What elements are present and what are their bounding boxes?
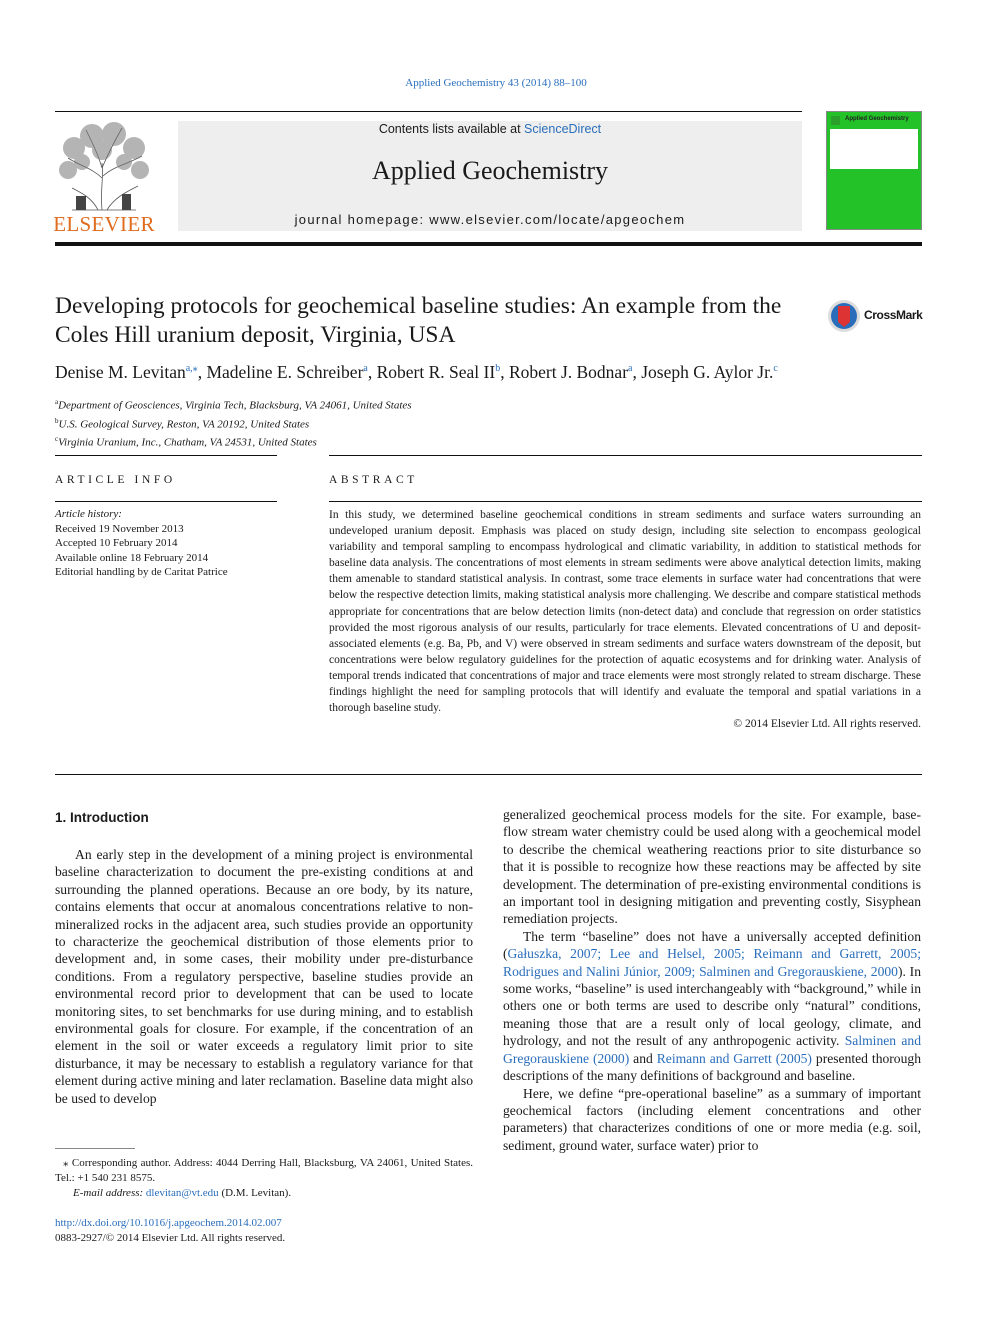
- abstract-heading: ABSTRACT: [329, 474, 418, 486]
- affiliation: $^a$Department of Geosciences, Virginia Tech, Blacksburg, VA 24061, United States: [55, 398, 412, 412]
- footnote-rule: [55, 1148, 135, 1149]
- abstract-divider: [329, 501, 922, 502]
- abstract-bottom-rule: [55, 774, 922, 775]
- contents-line: [178, 122, 802, 136]
- article-title: Developing protocols for geochemical baseline studies: An example from the Coles Hill uranium deposit, Virginia, USA: [55, 293, 782, 348]
- info-divider: [55, 501, 277, 502]
- journal-cover-image[interactable]: [826, 111, 922, 230]
- article-history: [55, 507, 277, 580]
- header-top-rule: [55, 111, 802, 112]
- issn-copyright: 0883-2927/© 2014 Elsevier Ltd. All rights reserved.: [55, 1232, 286, 1244]
- accepted-date: Accepted 10 February 2014: [55, 537, 178, 550]
- abstract-body: [329, 507, 921, 732]
- history-label: Article history:: [55, 508, 122, 520]
- intro-paragraph: An early step in the development of a mining project is environmental baseline characterization to document the pre-existing conditions at and surrounding the planned operations. Because an ore body, by its nature, contains elements that occur at anomalous concentrations relative to non-mineralized rocks in the adjacent area, such studies provide an opportunity to characterize the geochemical distribution of those elements prior to development and, in some cases, their mobility under pre-disturbance conditions. From a regulatory perspective, baseline studies provide an environmental record prior to development that can be used to locate monitoring sites, to set benchmarks for use during mining, and to establish environmental goals for closure. For example, if the concentration of an element in the soil or water exceeds a regulatory limit prior to site disturbance, it may be necessary to establish a regulatory variance for that element during active mining and later reclamation. Baseline data might also be used to develop: [55, 847, 473, 1106]
- header-bottom-rule: [55, 242, 922, 246]
- email-link[interactable]: dlevitan@vt.edu: [145, 1187, 219, 1199]
- author-name[interactable]: Madeline E. Schreiber: [206, 362, 364, 382]
- section-heading-introduction: 1. Introduction: [55, 810, 149, 825]
- author-affiliation-mark[interactable]: a: [628, 363, 633, 375]
- author-list: Denise M. Levitan$^{a,⁎}$, Madeline E. Schreiber$^a$, Robert R. Seal $II^b$, Robert J. Bodnar$^a$, Joseph G. Aylor Jr.$^c$: [55, 362, 778, 382]
- email-suffix: (D.M. Levitan).: [218, 1187, 292, 1199]
- editorial-handling: Editorial handling by de Caritat Patrice: [55, 566, 228, 579]
- crossmark-label[interactable]: CrossMark: [864, 308, 923, 322]
- author-affiliation-mark[interactable]: b: [495, 363, 501, 375]
- author-affiliation-mark[interactable]: a: [363, 363, 368, 375]
- cover-white-panel: [830, 129, 918, 169]
- baseline-definition-paragraph: The term “baseline” does not have a universally accepted definition (Gałuszka, 2007; Lee and Helsel, 2005; Reimann and Garrett, 2005; Rodrigues and Nalini Júnior, 2009; Salminen and Gregorauskiene, 2000). In some works, “baseline” is used interchangeably with “background,” while in others one or both terms are used to describe only “natural” conditions, meaning those that are a result only of local geology, climate, and hydrology, and not the result of any anthropogenic activity. Salminen and Gregorauskiene (2000) and Reimann and Garrett (2005) presented thorough descriptions of the many definitions of background and baseline.: [503, 928, 921, 1084]
- author-affiliation-mark[interactable]: a,⁎: [185, 363, 198, 375]
- email-label: E-mail address:: [73, 1187, 146, 1199]
- journal-homepage[interactable]: journal homepage: www.elsevier.com/locate/apgeochem: [294, 212, 686, 227]
- elsevier-wordmark[interactable]: ELSEVIER: [53, 212, 155, 236]
- doi-block: [55, 1216, 285, 1246]
- author-name[interactable]: Robert R. Seal II: [376, 362, 496, 382]
- affiliations: [55, 395, 412, 451]
- received-date: Received 19 November 2013: [55, 522, 184, 535]
- abstract-text: In this study, we determined baseline geochemical conditions in stream sediments and surface waters surrounding an undeveloped uranium deposit. Emphasis was placed on study design, including site selection to encompass geological variability and temporal sampling to encompass hydrological and climatic variability, in addition to statistical methods for baseline data analysis. The concentrations of most elements in stream sediments were above analytical detection limits, making them amenable to standard statistical analysis. In contrast, some trace elements in surface water had concentrations that were below the respective detection limits, making statistical analysis more challenging. We describe and compare statistical methods appropriate for concentrations that are below detection limits (non-detect data) and conclude that regression on order statistics provided the most rigorous analysis of our results, particularly for trace elements. Elevated concentrations of U and deposit-associated elements (e.g. Ba, Pb, and V) were observed in stream sediments and surface waters downstream of the deposit, but concentrations were below regulatory guidelines for the protection of aquatic ecosystems and for drinking water. Analysis of temporal trends indicated that concentrations of major and trace elements were most strongly related to stream discharge. These findings highlight the need for sampling protocols that will identify and evaluate the temporal and spatial variations in a thorough baseline study.: [329, 509, 921, 715]
- cover-title: Applied Geochemistry: [845, 116, 909, 122]
- reference-link[interactable]: Reimann and Garrett (2005): [656, 1050, 812, 1066]
- doi-link[interactable]: http://dx.doi.org/10.1016/j.apgeochem.2014.02.007: [55, 1217, 282, 1229]
- cover-logo-icon: [831, 116, 840, 125]
- pre-operational-baseline-paragraph: Here, we define “pre-operational baseline” as a summary of important geochemical factors (including element concentrations and other parameters) that characterizes conditions of one or more media (e.g. soil, sediment, ground water, surface water) prior to: [503, 1085, 921, 1153]
- corresponding-author: ⁎ Corresponding author. Address: 4044 Derring Hall, Blacksburg, VA 24061, United States. Tel.: +1 540 231 8575.: [55, 1157, 473, 1184]
- online-date: Available online 18 February 2014: [55, 551, 209, 564]
- reference-link[interactable]: Gałuszka, 2007; Lee and Helsel, 2005; Reimann and Garrett, 2005; Rodrigues and Nalini Júnior, 2009; Salminen and Gregorauskiene, 2000: [503, 946, 921, 979]
- author-name[interactable]: Robert J. Bodnar: [508, 362, 629, 382]
- corresponding-author-footnote: [55, 1156, 473, 1201]
- journal-title: Applied Geochemistry: [371, 156, 609, 185]
- author-name[interactable]: Joseph G. Aylor Jr.: [641, 362, 774, 382]
- article-info-heading: ARTICLE INFO: [55, 474, 176, 486]
- sciencedirect-link[interactable]: ScienceDirect: [524, 122, 602, 136]
- affiliation: $^b$U.S. Geological Survey, Reston, VA 20192, United States: [55, 416, 310, 431]
- body-right-column: [503, 806, 921, 1154]
- journal-citation[interactable]: Applied Geochemistry 43 (2014) 88–100: [405, 77, 587, 89]
- intro-paragraph-continued: generalized geochemical process models for the site. For example, base-flow stream water chemistry could be used along with a geochemical model to describe the chemical weathering reactions prior to site disturbance so that it is possible to recognize how these reactions may be affected by site development. The determination of pre-existing environmental conditions is an important tool in designing mitigation and preventing costly, Sisyphean remediation projects.: [503, 807, 921, 927]
- reference-link[interactable]: Salminen and Gregorauskiene (2000): [503, 1033, 921, 1066]
- info-top-rule: [55, 455, 277, 456]
- abstract-copyright: © 2014 Elsevier Ltd. All rights reserved.: [733, 718, 921, 731]
- contents-prefix: Contents lists available at: [378, 122, 525, 136]
- author-affiliation-mark[interactable]: c: [773, 363, 778, 375]
- affiliation: $^c$Virginia Uranium, Inc., Chatham, VA 24531, United States: [55, 435, 317, 449]
- abstract-top-rule: [329, 455, 922, 456]
- body-left-column: [55, 846, 473, 1107]
- author-name[interactable]: Denise M. Levitan: [55, 362, 186, 382]
